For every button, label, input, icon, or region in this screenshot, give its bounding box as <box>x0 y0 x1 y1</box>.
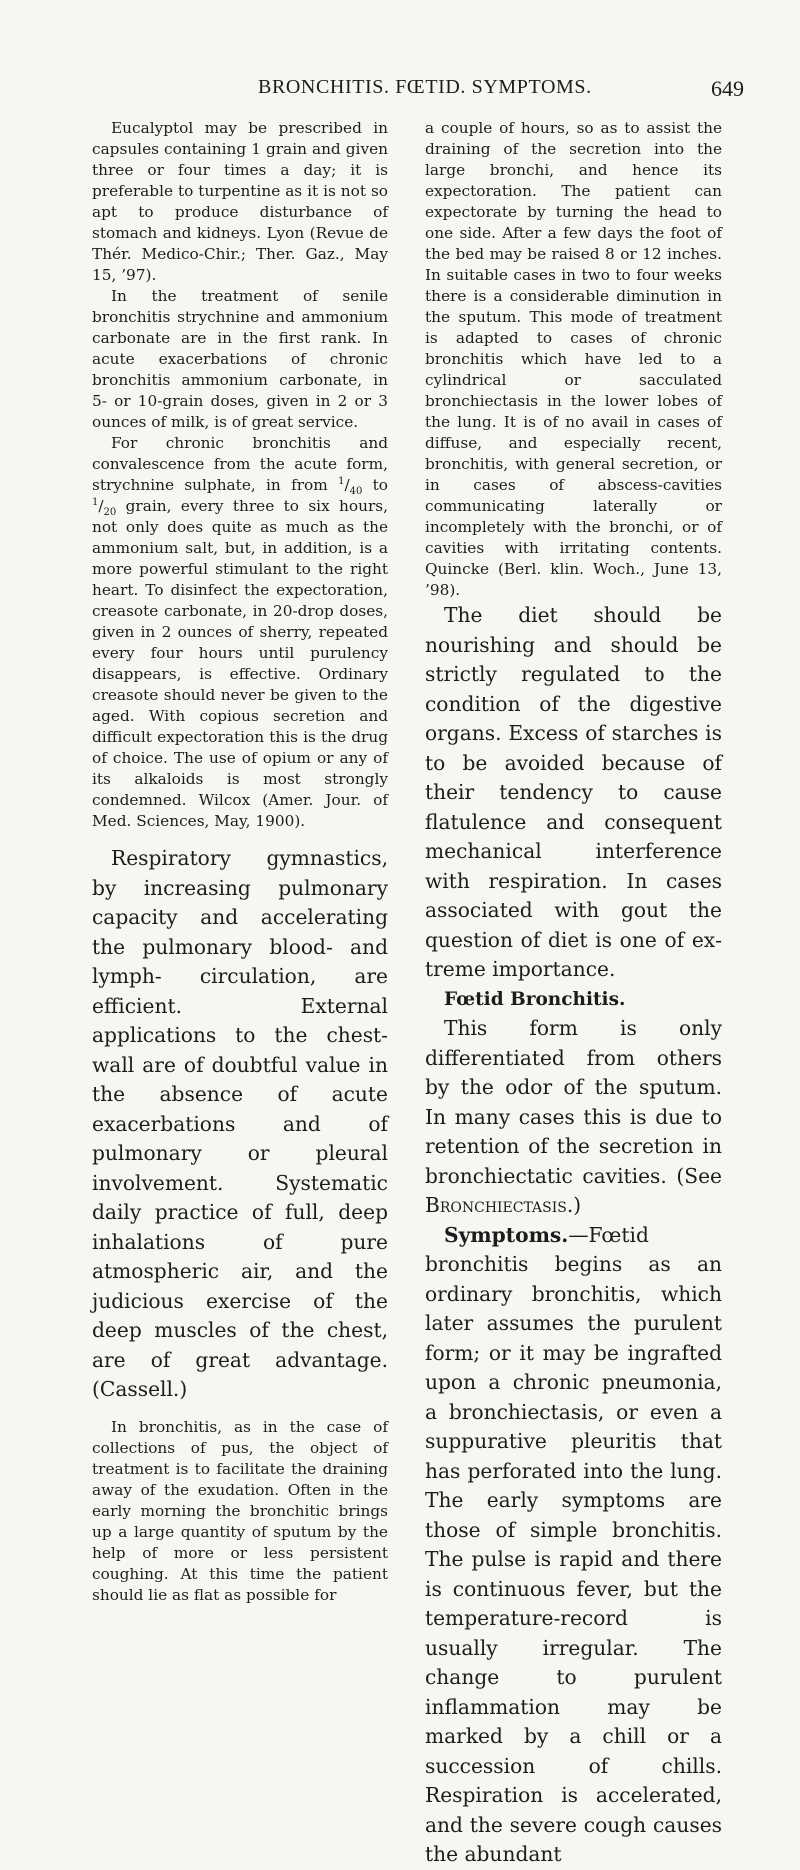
run-in-heading-symptoms: Symptoms. <box>444 1222 569 1247</box>
fraction-numerator: 1 <box>338 475 345 487</box>
fraction-numerator: 1 <box>92 496 99 508</box>
page-header <box>0 66 800 106</box>
paragraph-eucalyptol: Eucalyptol may be prescribed in capsules containing 1 grain and given three or four times a day; it is preferable to turpentine as it is not so apt to produce disturbance of stomach and kidneys. Lyon (Revue de Thér. Medico-Chir.; Ther. Gaz., May 15, ’97). <box>92 119 388 284</box>
paragraph-symptoms <box>425 1221 722 1870</box>
fraction-denominator: 20 <box>103 507 117 519</box>
section-heading-foetid-bronchitis: Fœtid Bronchitis. <box>444 988 626 1010</box>
paragraph-foetid-definition <box>425 1014 722 1221</box>
right-column <box>425 118 722 1870</box>
text-segment: For chronic bronchitis and convalescence from the acute form, strychnine sulphate, in from <box>92 434 388 494</box>
text-segment: to <box>362 476 388 494</box>
text-segment: —Fœtid bronchitis begins as an ordinary bronchitis, which later assumes the purulent form; or it may be ingrafted upon a chronic pneumonia, a bronchiectasis, or even a suppurative pleuritis that has perforated into the lung. The early symptoms are those of simple bronchitis. The pulse is rapid and there is continuous fever, but the temperature-record is usually irregular. The change to purulent inflammation may be marked by a chill or a succession of chills. Respiration is accelerated, and the severe cough causes the abundant <box>425 1222 722 1866</box>
paragraph-drainage-continued: a couple of hours, so as to assist the draining of the secretion into the large bronchi, and hence its expectoration. The patient can expectorate by turning the head to one side. After a few days the foot of the bed may be raised 8 or 12 inches. In suitable cases in two to four weeks there is a considerable diminution in the sputum. This mode of treatment is adapted to cases of chronic bronchitis which have led to a cylindrical or sacculated bronchiectasis in the lower lobes of the lung. It is of no avail in cases of diffuse, and especially recent, bronchitis, with general secretion, or in cases of abscess-cavities communicating laterally or incompletely with the bronchi, or of cavities with irritating contents. Quincke (Berl. klin. Woch., June 13, ’98). <box>425 119 722 599</box>
cross-reference: Bronchiectasis <box>425 1193 567 1217</box>
paragraph-diet: The diet should be nourishing and should be strictly regulated to the condition of the digestive organs. Excess of starches is to be avoided because of their tendency to cause flatulence and consequent mechanical interference with respiration. In cases associated with gout the question of diet is one of extreme importance. <box>425 603 722 981</box>
left-column <box>92 118 388 1606</box>
text-segment: .) <box>566 1193 582 1217</box>
paragraph-strychnine: For chronic bronchitis and convalescence from the acute form, strychnine sulphate, in from $^1/_{40}$ to $^1/_{20}$ grain, every three to six hours, not only does quite as much as the ammonium salt, but, in addition, is a more powerful stimulant to the right heart. To disinfect the expectoration, creasote carbonate, in 20-drop doses, given in 2 ounces of sherry, repeated every four hours until purulency disappears, is effective. Ordinary creasote should never be given to the aged. With copious secretion and difficult expectoration this is the drug of choice. The use of opium or any of its alkaloids is most strongly condemned. Wilcox (Amer. Jour. of Med. Sciences, May, 1900). <box>92 434 388 830</box>
text-segment: This form is only differentiated from others by the odor of the sputum. In many cases this is due to retention of the secretion in bronchiectatic cavities. (See <box>425 1016 722 1188</box>
page-number: 649 <box>711 76 744 101</box>
paragraph-drainage: In bronchitis, as in the case of collections of pus, the object of treatment is to facilitate the draining away of the exudation. Often in the early morning the bronchitic brings up a large quantity of sputum by the help of more or less persistent coughing. At this time the patient should lie as flat as possible for <box>92 1417 388 1604</box>
paragraph-respiratory-gymnastics: Respiratory gymnastics, by increasing pulmonary capacity and accelerating the pulmonary blood- and lymph- circulation, are efficient. External applications to the chest-wall are of doubtful value in the absence of acute exacerbations and of pulmonary or pleural involvement. Systematic daily practice of full, deep inhalations of pure atmospheric air, and the judicious exercise of the deep muscles of the chest, are of great advantage. (Cassell.) <box>92 846 388 1401</box>
running-head: BRONCHITIS. FŒTID. SYMPTOMS. <box>258 76 592 98</box>
fraction-denominator: 40 <box>349 486 363 498</box>
paragraph-senile-bronchitis: In the treatment of senile bronchitis strychnine and ammonium carbonate are in the first rank. In acute exacerbations of chronic bronchitis ammonium carbonate, in 5- or 10-grain doses, given in 2 or 3 ounces of milk, is of great service. <box>92 287 388 431</box>
text-segment: grain, every three to six hours, not only does quite as much as the ammonium salt, but, in addition, is a more powerful stimulant to the right heart. To disinfect the expectoration, creasote carbonate, in 20-drop doses, given in 2 ounces of sherry, repeated every four hours until purulency disappears, is effective. Ordinary creasote should never be given to the aged. With copious secretion and difficult expectoration this is the drug of choice. The use of opium or any of its alkaloids is most strongly condemned. Wilcox (Amer. Jour. of Med. Sciences, May, 1900). <box>92 497 388 830</box>
